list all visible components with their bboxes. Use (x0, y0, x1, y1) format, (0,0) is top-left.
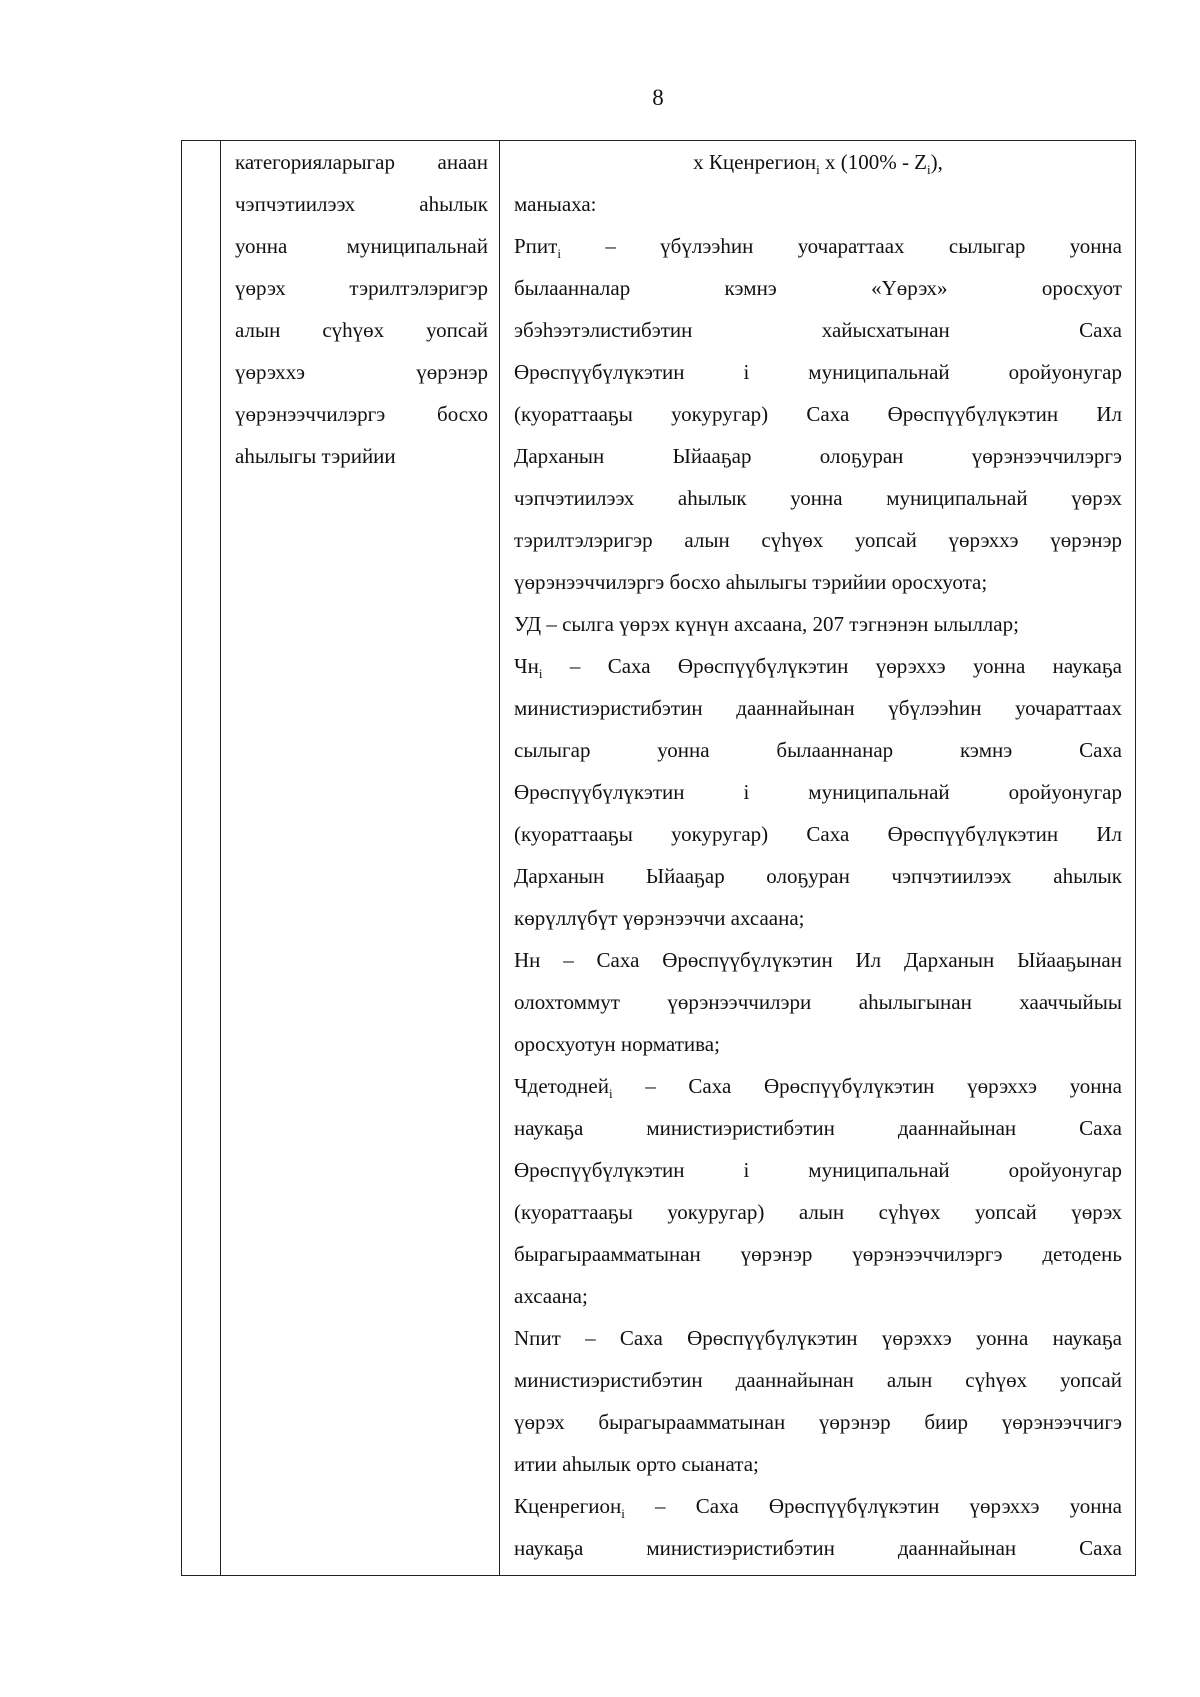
table-divider-left (220, 141, 221, 1575)
definition-text-line: Нн – Саха Өрөспүүбүлүкэтин Ил Дарханын Ыйааҕынан (514, 948, 1122, 972)
definition-text-line: УД – сылга үөрэх күнүн ахсаана, 207 тэгнэнэн ылыллар; (514, 612, 1019, 636)
definition-text-line: оросхуотун норматива; (514, 1032, 720, 1056)
definition-text-line: бырагыраамматынан үөрэнэр үөрэнээччилэргэ детодень (514, 1242, 1122, 1266)
definition-text-line: ахсаана; (514, 1284, 588, 1308)
definition-text-line: маныаха: (514, 192, 597, 216)
definition-text-line: (куораттааҕы уокуругар) алын сүһүөх уопсай үөрэх (514, 1200, 1122, 1224)
definition-text-line: чэпчэтиилээх аһылык уонна муниципальнай үөрэх (514, 486, 1122, 510)
definition-text-line: Дарханын Ыйааҕар олоҕуран чэпчэтиилээх аһылык (514, 864, 1122, 888)
definition-text-line: (куораттааҕы уокуругар) Саха Өрөспүүбүлүкэтин Ил (514, 822, 1122, 846)
definition-text-line: үөрэнээччилэргэ босхо аһылыгы тэрийии оросхуота; (514, 570, 988, 594)
definition-text-line: көрүллүбүт үөрэнээччи ахсаана; (514, 906, 805, 930)
definition-text-line: былаанналар кэмнэ «Үөрэх» оросхуот (514, 276, 1122, 300)
category-text-line: уонна муниципальнай (235, 234, 488, 258)
category-text-line: үөрэх тэрилтэлэригэр (235, 276, 488, 300)
page-number: 8 (652, 85, 664, 110)
definition-text-line: эбэһээтэлистибэтин хайысхатынан Саха (514, 318, 1122, 342)
definition-text-line: Nпит – Саха Өрөспүүбүлүкэтин үөрэххэ уонна наукаҕа (514, 1326, 1122, 1350)
definition-text-line: Өрөспүүбүлүкэтин i муниципальнай оройуонугар (514, 360, 1122, 384)
category-text-line: үөрэххэ үөрэнэр (235, 360, 488, 384)
category-text-line: аһылыгы тэрийии (235, 444, 396, 468)
definition-text-line: итии аһылык орто сыаната; (514, 1452, 759, 1476)
definition-text-line: олохтоммут үөрэнээччилэри аһылыгынан хааччыйыы (514, 990, 1122, 1014)
category-column (235, 141, 488, 477)
content-table (181, 140, 1136, 1576)
definition-text-line: үөрэх бырагыраамматынан үөрэнэр биир үөрэнээччигэ (514, 1410, 1122, 1434)
definition-text-line: Чдетодней$_i$ – Саха Өрөспүүбүлүкэтин үөрэххэ уонна (514, 1074, 1122, 1102)
definition-column (514, 141, 1122, 1569)
table-divider-middle (499, 141, 500, 1575)
category-text-line: үөрэнээччилэргэ босхо (235, 402, 488, 426)
category-text-line: чэпчэтиилээх аһылык (235, 192, 488, 216)
definition-text-line: Кценрегион$_i$ – Саха Өрөспүүбүлүкэтин үөрэххэ уонна (514, 1494, 1122, 1522)
definition-text-line: министиэристибэтин дааннайынан үбүлээһин уочараттаах (514, 696, 1122, 720)
definition-text-line: сылыгар уонна былааннанар кэмнэ Саха (514, 738, 1122, 762)
category-text-line: алын сүһүөх уопсай (235, 318, 488, 342)
definition-text-line: $Чн_i$ – Саха Өрөспүүбүлүкэтин үөрэххэ уонна наукаҕа (514, 654, 1122, 682)
definition-text-line: тэрилтэлэригэр алын сүһүөх уопсай үөрэххэ үөрэнэр (514, 528, 1122, 552)
definition-text-line: Рпит$_i$ – үбүлээһин уочараттаах сылыгар уонна (514, 234, 1122, 262)
definition-text-line: наукаҕа министиэристибэтин дааннайынан Саха (514, 1116, 1122, 1140)
definition-text-line: министиэристибэтин дааннайынан алын сүһүөх уопсай (514, 1368, 1122, 1392)
definition-text-line: (куораттааҕы уокуругар) Саха Өрөспүүбүлүкэтин Ил (514, 402, 1122, 426)
category-text-line: категорияларыгар анаан (235, 150, 488, 174)
definition-text-line: Өрөспүүбүлүкэтин i муниципальнай оройуонугар (514, 1158, 1122, 1182)
definition-text-line: Дарханын Ыйааҕар олоҕуран үөрэнээччилэргэ (514, 444, 1122, 468)
definition-text-line: наукаҕа министиэристибэтин дааннайынан Саха (514, 1536, 1122, 1560)
definition-text-line: х Кценрегион$_i$ х $(100\% - Z_i)$, (693, 150, 943, 178)
definition-text-line: Өрөспүүбүлүкэтин i муниципальнай оройуонугар (514, 780, 1122, 804)
